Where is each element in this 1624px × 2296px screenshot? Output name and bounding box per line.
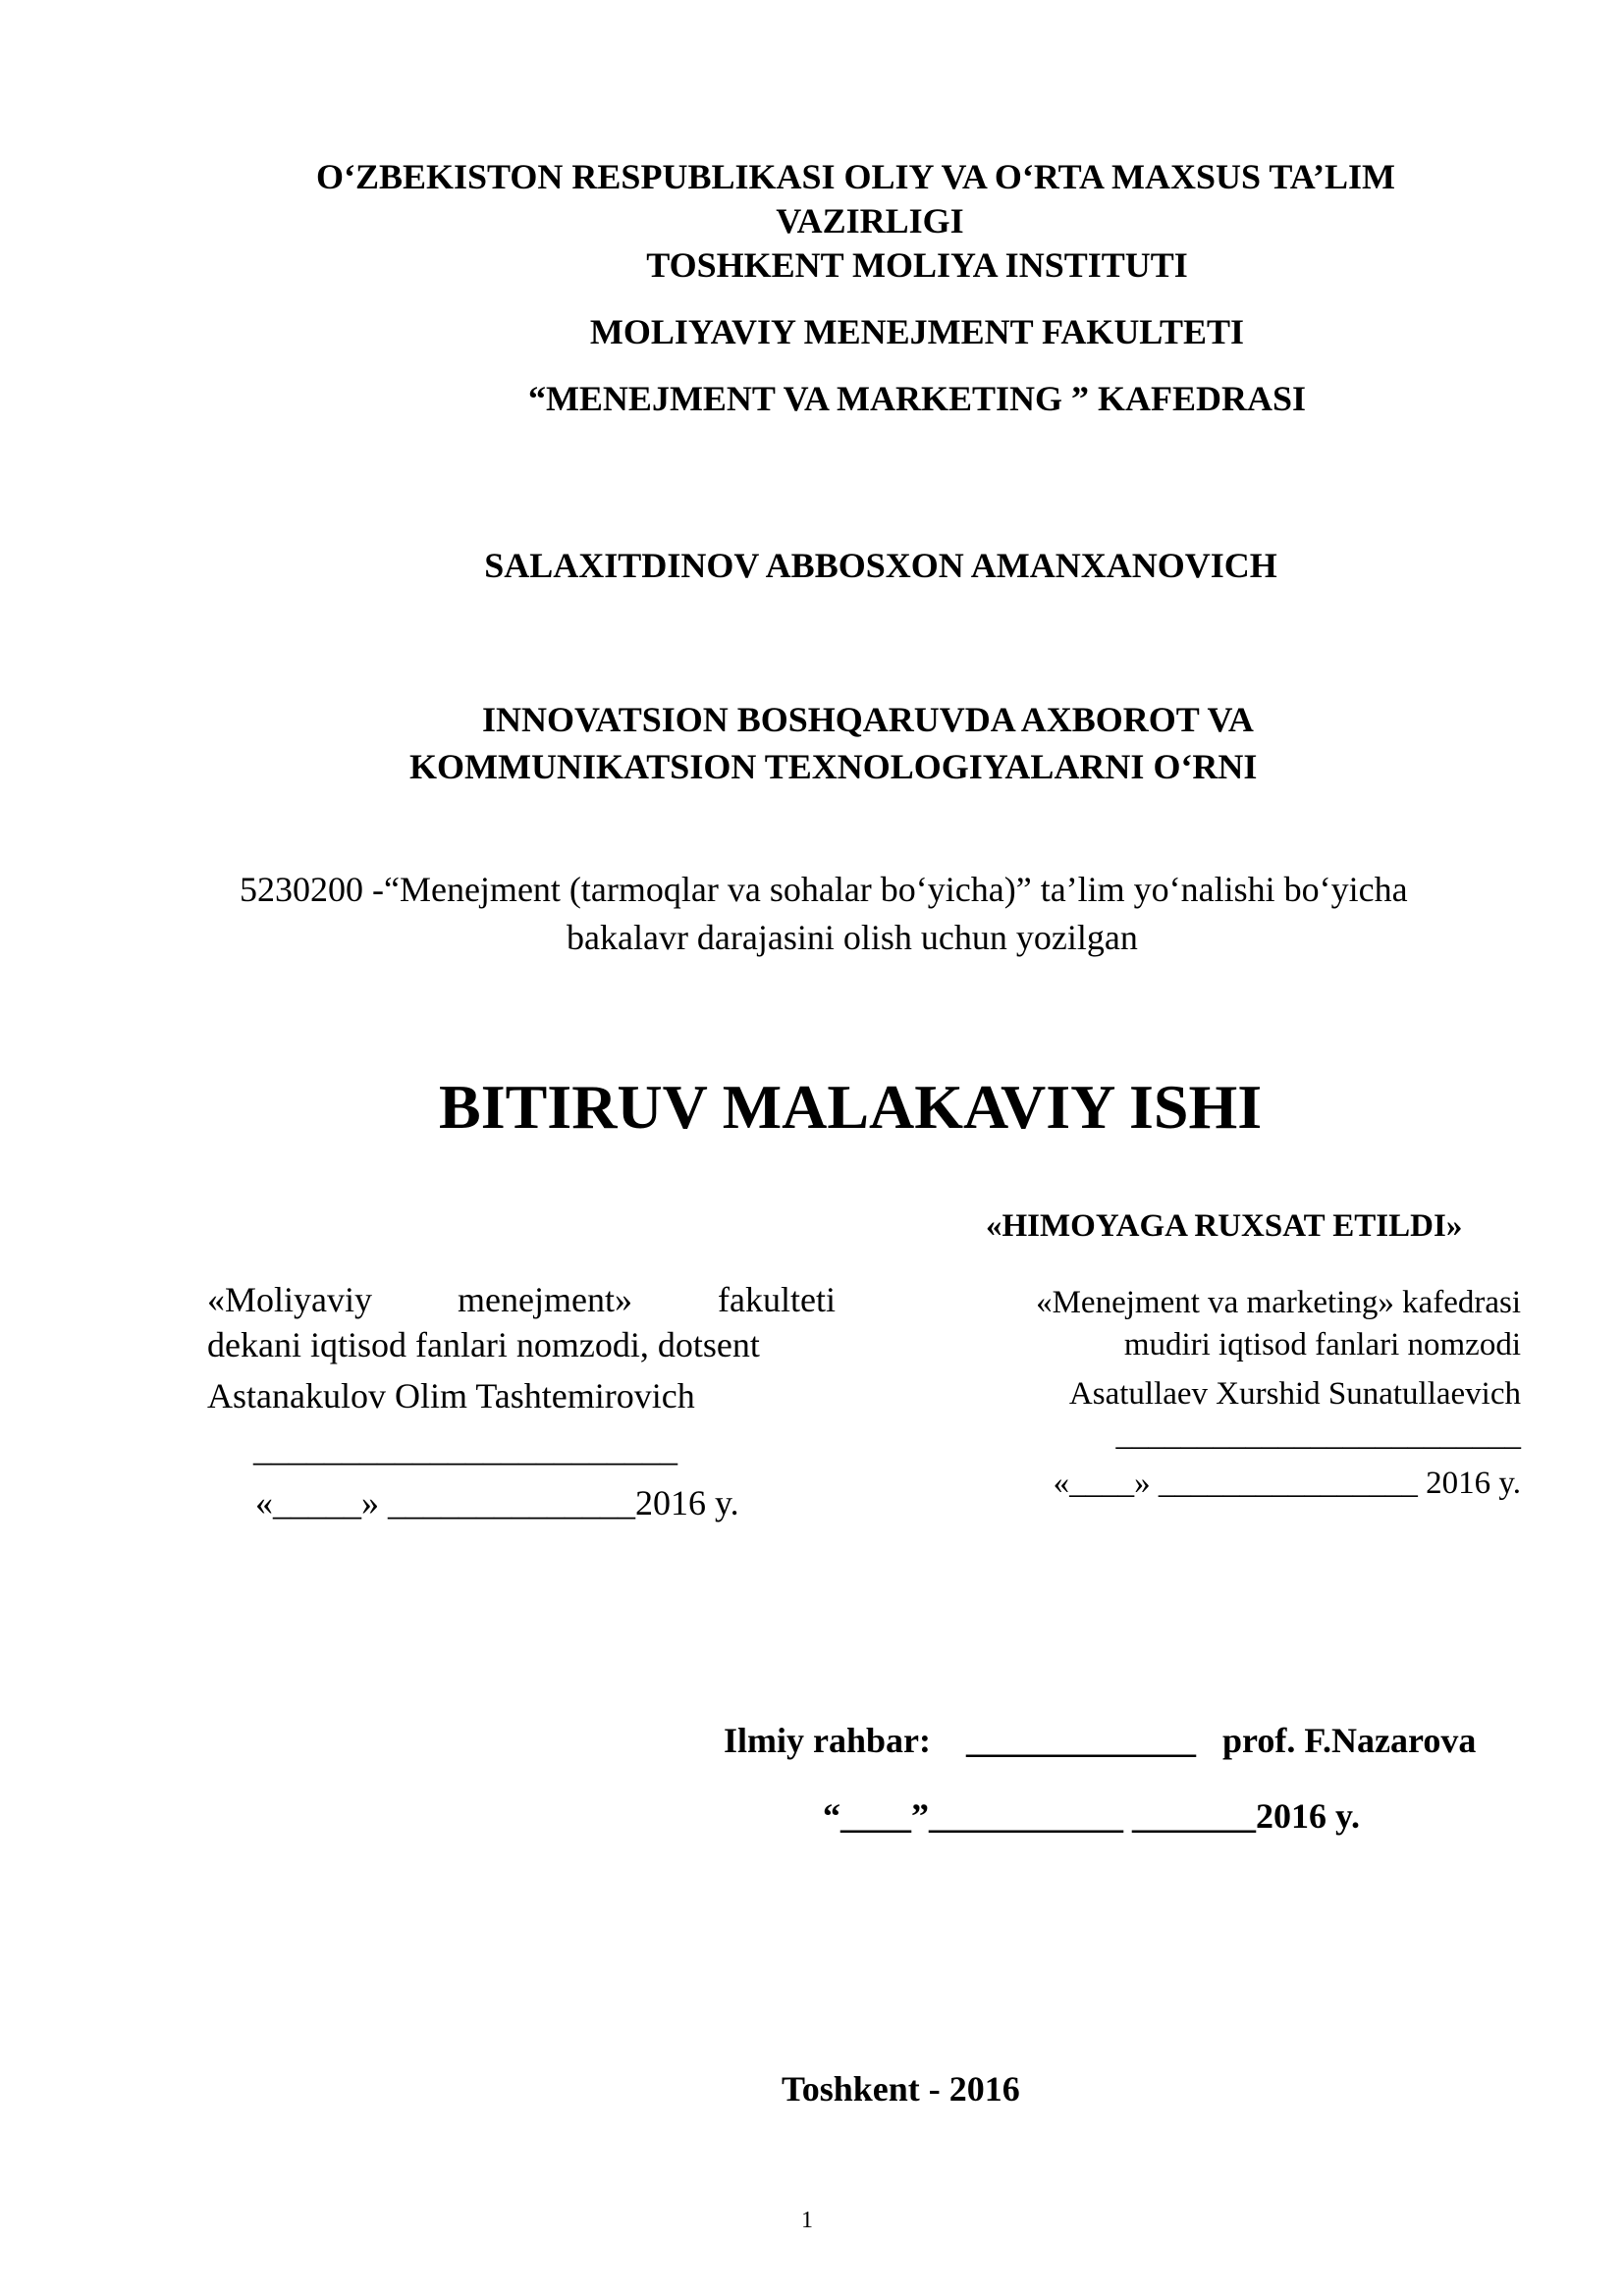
head-date-line: «____» ________________ 2016 y. — [1053, 1466, 1521, 1501]
head-line-1: «Menejment va marketing» kafedrasi — [1036, 1285, 1521, 1320]
ministry-line-2: VAZIRLIGI — [776, 201, 964, 240]
work-type-title: BITIRUV MALAKAVIY ISHI — [439, 1072, 1263, 1142]
page-number: 1 — [801, 2208, 813, 2233]
topic-line-1: INNOVATSION BOSHQARUVDA AXBOROT VA — [482, 700, 1254, 739]
approval-heading: «HIMOYAGA RUXSAT ETILDI» — [986, 1208, 1463, 1244]
specialty-line-2: bakalavr darajasini olish uchun yozilgan — [567, 918, 1138, 957]
head-line-2: mudiri iqtisod fanlari nomzodi — [1123, 1327, 1521, 1362]
supervisor-signature-line: _____________ — [966, 1721, 1196, 1760]
dean-line-1-word-2: menejment» — [458, 1280, 632, 1319]
dean-line-1-word-3: fakulteti — [718, 1280, 836, 1319]
faculty-name: MOLIYAVIY MENEJMENT FAKULTETI — [589, 312, 1245, 351]
dean-signature-line: ________________________ — [253, 1429, 677, 1468]
head-signature-line: _________________________ — [1115, 1417, 1521, 1453]
ministry-line-1: O‘ZBEKISTON RESPUBLIKASI OLIY VA O‘RTA MAXSUS TA’LIM — [316, 157, 1396, 196]
head-name: Asatullaev Xurshid Sunatullaevich — [1068, 1376, 1521, 1412]
topic-line-2: KOMMUNIKATSION TEXNOLOGIYALARNI O‘RNI — [409, 747, 1258, 786]
specialty-line-1: 5230200 -“Menejment (tarmoqlar va sohalar bo‘yicha)” ta’lim yo‘nalishi bo‘yicha — [240, 870, 1408, 909]
city-year: Toshkent - 2016 — [782, 2069, 1020, 2109]
supervisor-line — [724, 1718, 1476, 1763]
supervisor-label: Ilmiy rahbar: — [724, 1721, 931, 1760]
dean-line-1 — [207, 1277, 836, 1322]
supervisor-name: prof. F.Nazarova — [1222, 1721, 1477, 1760]
dean-name: Astanakulov Olim Tashtemirovich — [207, 1376, 695, 1415]
supervisor-date-line: “____”___________ _______2016 y. — [823, 1796, 1361, 1836]
institute-name: TOSHKENT MOLIYA INSTITUTI — [646, 245, 1188, 285]
dean-date-line: «_____» ______________2016 y. — [255, 1483, 739, 1522]
dean-line-2: dekani iqtisod fanlari nomzodi, dotsent — [207, 1325, 760, 1364]
dean-line-1-word-1: «Moliyaviy — [207, 1280, 372, 1319]
author-name: SALAXITDINOV ABBOSXON AMANXANOVICH — [484, 546, 1277, 585]
department-name: “MENEJMENT VA MARKETING ” KAFEDRASI — [527, 379, 1307, 418]
